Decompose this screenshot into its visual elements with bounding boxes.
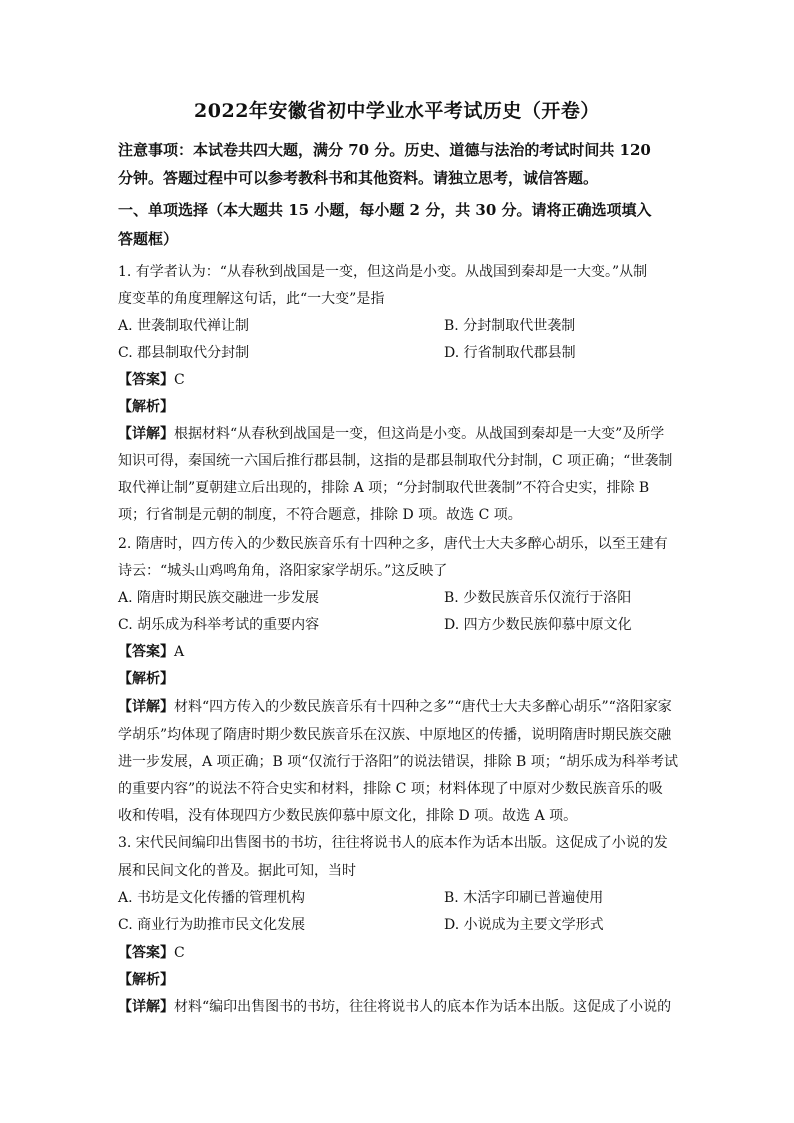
q3-option-a: A. 书坊是文化传播的管理机构 (118, 890, 306, 906)
q3-detail-line-1 (118, 997, 678, 1017)
q1-option-b: B. 分封制取代世袭制 (444, 318, 576, 334)
q2-detail-line-3: 进一步发展，A 项正确；B 项“仅流行于洛阳”的说法错误，排除 B 项；“胡乐成为科举考试 (118, 754, 678, 770)
q1-option-a: A. 世袭制取代禅让制 (118, 318, 250, 334)
answer-label: 【答案】 (118, 372, 174, 388)
q2-detail-text-1: 材料“四方传入的少数民族音乐有十四种之多”“唐代士大夫多醉心胡乐”“洛阳家家 (174, 699, 672, 715)
q1-analysis-label (118, 397, 678, 417)
q1-detail-line-3: 取代禅让制”夏朝建立后出现的，排除 A 项；“分封制取代世袭制”不符合史实，排除 B (118, 480, 650, 496)
q2-answer (118, 642, 678, 662)
q3-answer (118, 943, 678, 963)
q3-analysis-label (118, 970, 678, 990)
q2-option-d: D. 四方少数民族仰慕中原文化 (444, 617, 632, 633)
q3-stem-line-2: 展和民间文化的普及。据此可知，当时 (118, 863, 356, 879)
q1-answer (118, 370, 678, 390)
q2-detail-line-4: 的重要内容”的说法不符合史实和材料，排除 C 项；材料体现了中原对少数民族音乐的吸 (118, 781, 663, 797)
q2-option-b: B. 少数民族音乐仅流行于洛阳 (444, 590, 632, 606)
analysis-label: 【解析】 (118, 972, 174, 988)
answer-label: 【答案】 (118, 945, 174, 961)
analysis-label: 【解析】 (118, 399, 174, 415)
q1-option-d: D. 行省制取代郡县制 (444, 345, 576, 361)
page-title: 2022年安徽省初中学业水平考试历史（开卷） (194, 100, 600, 122)
notice-line-2: 分钟。答题过程中可以参考教科书和其他资料。请独立思考，诚信答题。 (118, 169, 599, 187)
q2-option-c: C. 胡乐成为科举考试的重要内容 (118, 617, 320, 633)
q2-answer-value: A (174, 644, 185, 660)
q1-detail-line-1 (118, 424, 678, 444)
notice-line-1: 注意事项：本试卷共四大题，满分 70 分。历史、道德与法治的考试时间共 120 (118, 141, 651, 159)
q2-detail-line-1 (118, 697, 678, 717)
q2-detail-line-2: 学胡乐”均体现了隋唐时期少数民族音乐在汉族、中原地区的传播，说明隋唐时期民族交融 (118, 727, 672, 743)
detail-label: 【详解】 (118, 426, 174, 442)
section-heading-line-2: 答题框） (118, 230, 179, 248)
q1-stem-line-2: 度变革的角度理解这句话，此“一大变”是指 (118, 291, 385, 307)
q1-option-c: C. 郡县制取代分封制 (118, 345, 250, 361)
q3-stem-line-1: 3. 宋代民间编印出售图书的书坊，往往将说书人的底本作为话本出版。这促成了小说的发 (118, 835, 668, 851)
q3-option-c: C. 商业行为助推市民文化发展 (118, 917, 306, 933)
answer-label: 【答案】 (118, 644, 174, 660)
q3-option-d: D. 小说成为主要文学形式 (444, 917, 604, 933)
q2-detail-line-5: 收和传唱，没有体现四方少数民族仰慕中原文化，排除 D 项。故选 A 项。 (118, 808, 578, 824)
analysis-label: 【解析】 (118, 671, 174, 687)
q2-analysis-label (118, 669, 678, 689)
q2-stem-line-1: 2. 隋唐时，四方传入的少数民族音乐有十四种之多，唐代士大夫多醉心胡乐，以至王建有 (118, 536, 668, 552)
q1-answer-value: C (174, 372, 185, 388)
section-heading-line-1: 一、单项选择（本大题共 15 小题，每小题 2 分，共 30 分。请将正确选项填入 (118, 201, 652, 219)
q2-stem-line-2: 诗云：“城头山鸡鸣角角，洛阳家家学胡乐。”这反映了 (118, 563, 448, 579)
q1-stem-line-1: 1. 有学者认为：“从春秋到战国是一变，但这尚是小变。从战国到秦却是一大变。”从制 (118, 264, 648, 280)
q1-detail-text-1: 根据材料“从春秋到战国是一变，但这尚是小变。从战国到秦却是一大变”及所学 (174, 426, 665, 442)
q2-option-a: A. 隋唐时期民族交融进一步发展 (118, 590, 320, 606)
q3-option-b: B. 木活字印刷已普遍使用 (444, 890, 604, 906)
q3-answer-value: C (174, 945, 185, 961)
q1-detail-line-4: 项；行省制是元朝的制度，不符合题意，排除 D 项。故选 C 项。 (118, 507, 522, 523)
q1-detail-line-2: 知识可得，秦国统一六国后推行郡县制，这指的是郡县制取代分封制，C 项正确；“世袭制 (118, 453, 673, 469)
q3-detail-text-1: 材料“编印出售图书的书坊，往往将说书人的底本作为话本出版。这促成了小说的 (174, 999, 672, 1015)
detail-label: 【详解】 (118, 699, 174, 715)
detail-label: 【详解】 (118, 999, 174, 1015)
